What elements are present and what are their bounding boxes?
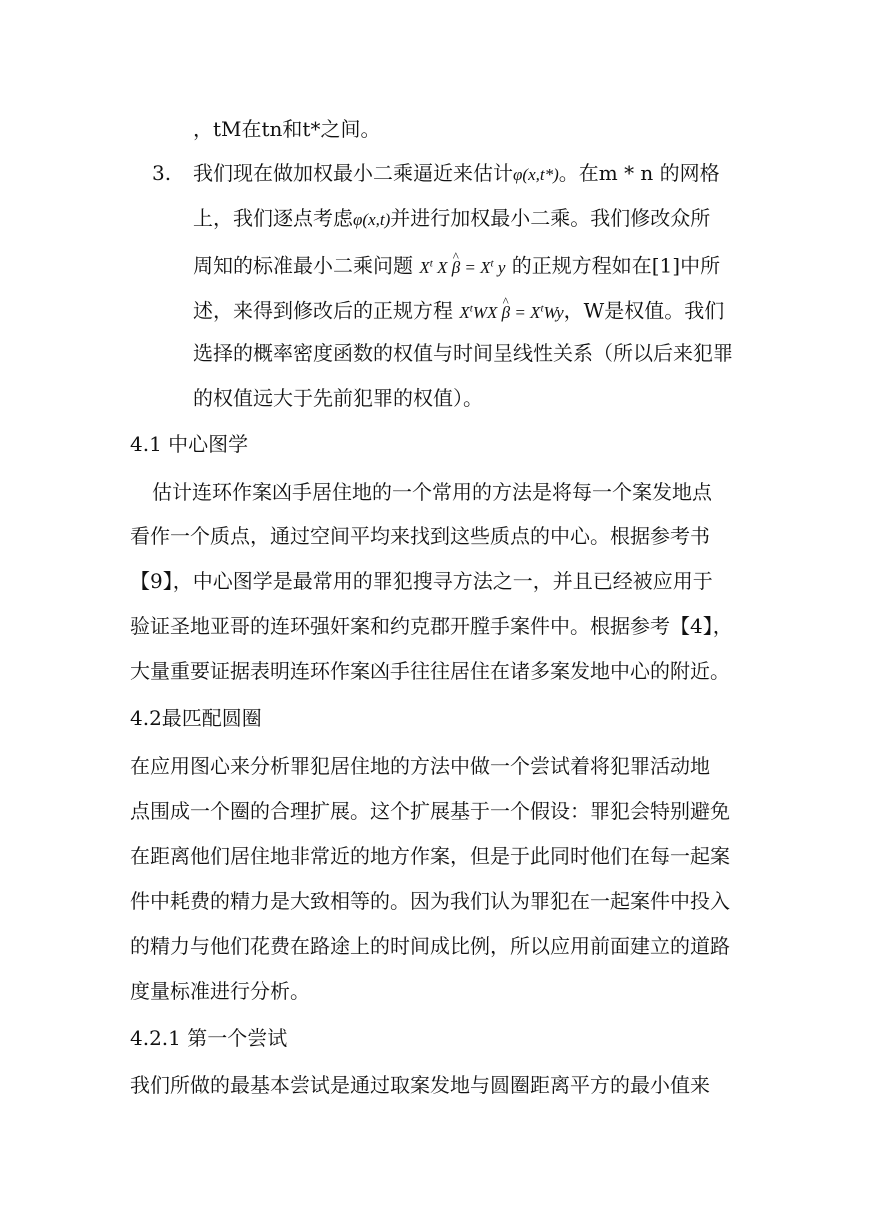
section-heading-4-2 [130,704,262,732]
paragraph-line [130,522,710,550]
text-line [193,115,380,143]
paragraph-line [130,932,730,960]
math-symbol: = X [514,302,541,322]
paragraph-line [130,797,730,825]
text-line [193,204,710,232]
math-expression: φ(x,t) [353,210,391,229]
heading-text: 4.2最匹配圆圈 [130,706,262,730]
paragraph-line [130,842,730,870]
math-equation [419,258,505,277]
line-text: 的精力与他们花费在路途上的时间成比例，所以应用前面建立的道路 [130,934,730,958]
paragraph-line [130,657,730,685]
math-symbol: y [497,257,506,277]
line-content [193,159,720,189]
math-symbol: WX [472,302,498,322]
line-text: 【9】，中心图学是最常用的罪犯搜寻方法之一，并且已经被应用于 [130,569,713,593]
line-text: 的权值远大于先前犯罪的权值）。 [193,386,483,410]
math-symbol: Wy [543,302,564,322]
heading-text: 4.2.1 第一个尝试 [130,1026,288,1050]
math-expression: φ(x,t*) [513,165,559,184]
line-text: 并进行加权最小二乘。我们修改众所 [390,206,711,230]
line-text: 验证圣地亚哥的连环强奸案和约克郡开膛手案件中。根据参考【4】， [130,614,733,638]
line-text: 上，我们逐点考虑 [193,206,353,230]
line-text: 在距离他们居住地非常近的地方作案，但是于此同时他们在每一起案 [130,844,730,868]
paragraph-line [130,887,730,915]
line-text: ，tM在tn和t*之间。 [193,117,381,141]
line-text: 我们现在做加权最小二乘逼近来估计 [193,161,513,185]
paragraph-line [130,1071,710,1099]
line-text: 估计连环作案凶手居住地的一个常用的方法是将每一个案发地点 [152,480,712,504]
math-superscript: t [429,257,433,269]
line-text: 。在m * n 的网格 [558,161,720,185]
line-text: 我们所做的最基本尝试是通过取案发地与圆圈距离平方的最小值来 [130,1073,710,1097]
paragraph-line [130,977,310,1005]
list-number: 3. [152,161,172,185]
math-symbol: X [419,257,430,277]
text-line [193,249,720,277]
math-symbol: X [459,302,470,322]
text-line [193,294,724,322]
line-text: 述，来得到修改后的正规方程 [193,298,453,323]
line-text: 在应用图心来分析罪犯居住地的方法中做一个尝试着将犯罪活动地 [130,754,710,778]
math-superscript: t [540,302,544,314]
math-symbol: = X [464,257,491,277]
line-text: 点围成一个圈的合理扩展。这个扩展基于一个假设：罪犯会特别避免 [130,799,730,823]
line-text: 件中耗费的精力是大致相等的。因为我们认为罪犯在一起案件中投入 [130,889,730,913]
math-superscript: t [490,257,494,269]
line-text: 选择的概率密度函数的权值与时间呈线性关系（所以后来犯罪 [193,341,733,365]
paragraph-line [130,612,733,640]
text-line [193,339,733,367]
paragraph-line [152,478,712,506]
line-text: 大量重要证据表明连环作案凶手往往居住在诸多案发地中心的附近。 [130,659,730,683]
math-symbol: ^ β [502,299,510,327]
line-text: 看作一个质点，通过空间平均来找到这些质点的中心。根据参考书 [130,524,710,548]
line-text: ，W是权值。我们 [563,298,725,323]
paragraph-line [130,752,710,780]
math-equation [459,303,563,322]
heading-text: 4.1 中心图学 [130,432,249,456]
paragraph-line [130,567,713,595]
section-heading-4-2-1 [130,1024,287,1052]
math-symbol: ^ β [452,254,460,282]
text-line [193,384,483,412]
line-text: 度量标准进行分析。 [130,979,310,1003]
line-text: 的正规方程如在[1]中所 [511,253,721,278]
line-text: 周知的标准最小二乘问题 [193,253,413,278]
section-heading-4-1 [130,430,248,458]
list-item-3 [0,159,869,187]
math-superscript: t [469,302,473,314]
math-symbol: X [437,257,448,277]
